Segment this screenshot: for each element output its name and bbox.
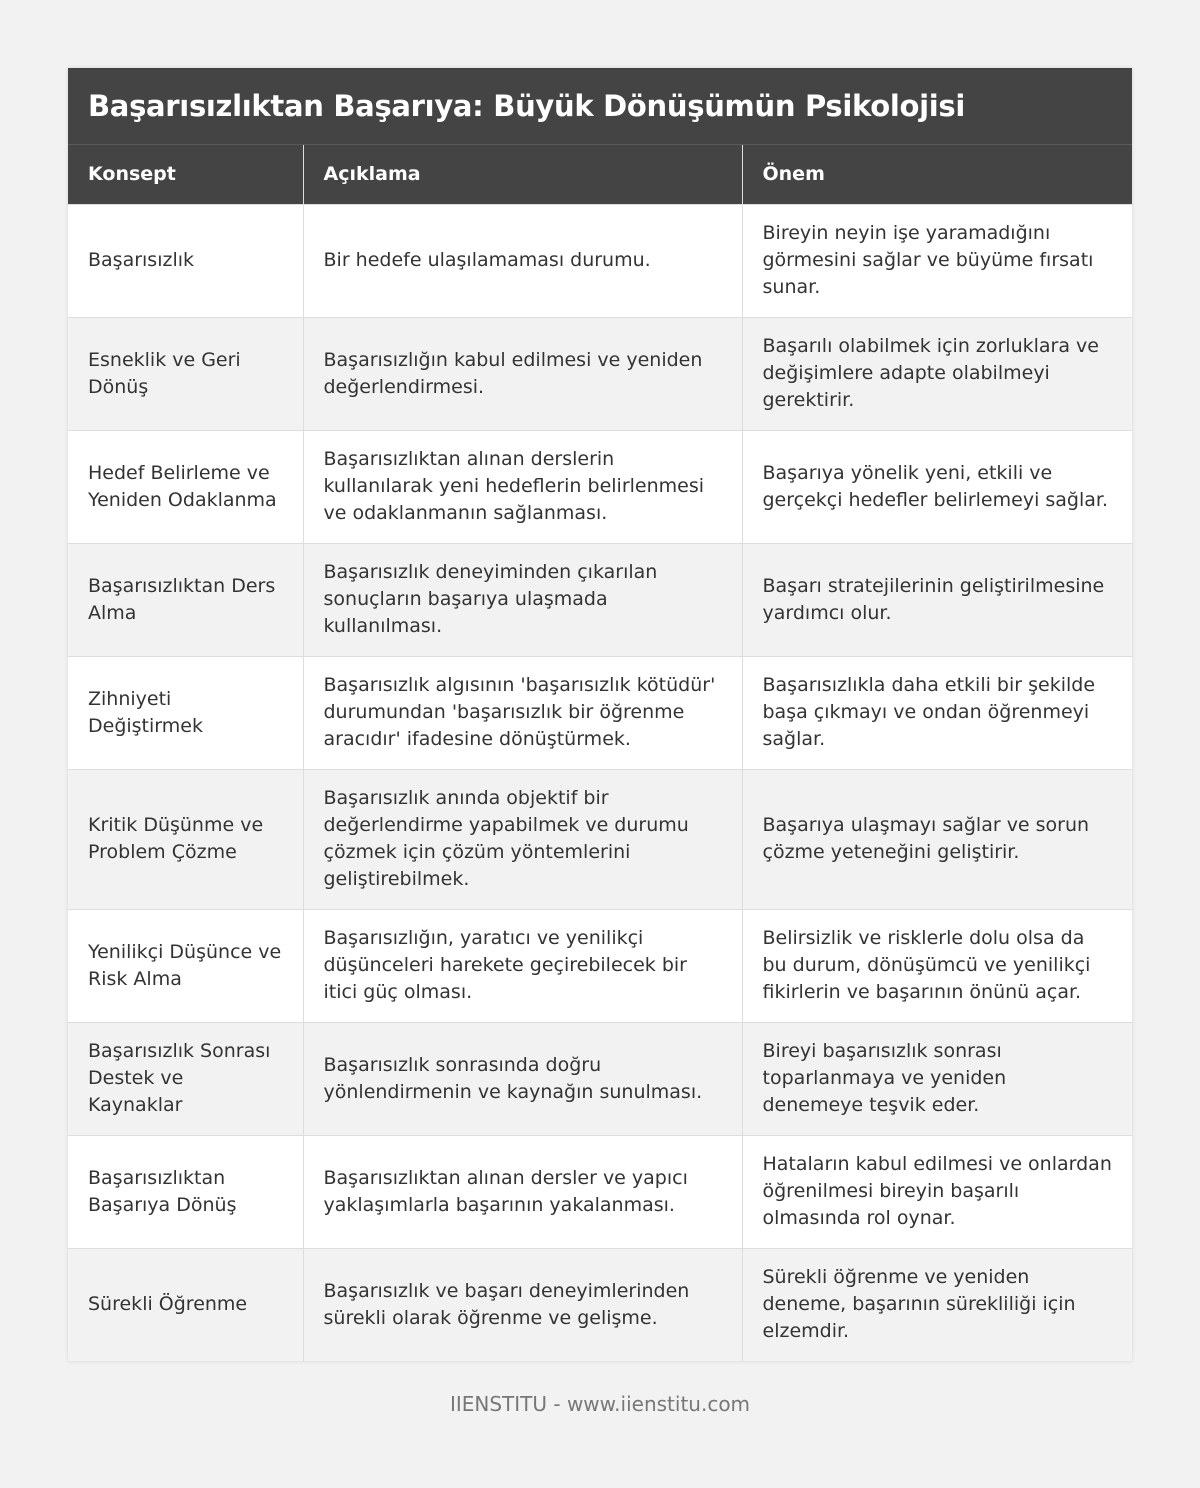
page-title: Başarısızlıktan Başarıya: Büyük Dönüşümün Psikolojisi [88,89,965,123]
cell-konsept: Sürekli Öğrenme [68,1248,303,1361]
cell-onem: Hataların kabul edilmesi ve onlardan öğrenilmesi bireyin başarılı olmasında rol oynar. [742,1135,1132,1248]
cell-onem: Belirsizlik ve risklerle dolu olsa da bu durum, dönüşümcü ve yenilikçi fikirlerin ve başarının önünü açar. [742,909,1132,1022]
cell-onem: Başarıya yönelik yeni, etkili ve gerçekçi hedefler belirlemeyi sağlar. [742,430,1132,543]
cell-konsept: Hedef Belirleme ve Yeniden Odaklanma [68,430,303,543]
concept-table [68,145,1132,1361]
cell-konsept: Başarısızlıktan Ders Alma [68,543,303,656]
table-card [68,68,1132,1361]
cell-konsept: Başarısızlık Sonrası Destek ve Kaynaklar [68,1022,303,1135]
cell-onem: Başarıya ulaşmayı sağlar ve sorun çözme yeteneğini geliştirir. [742,769,1132,909]
cell-konsept: Başarısızlıktan Başarıya Dönüş [68,1135,303,1248]
column-header-konsept: Konsept [68,145,303,204]
footer-credit: IIENSTITU - www.iienstitu.com [449,1392,751,1416]
table-row [68,430,1132,543]
cell-onem: Bireyin neyin işe yaramadığını görmesini sağlar ve büyüme fırsatı sunar. [742,204,1132,317]
cell-onem: Başarısızlıkla daha etkili bir şekilde başa çıkmayı ve ondan öğrenmeyi sağlar. [742,656,1132,769]
cell-aciklama: Başarısızlık ve başarı deneyimlerinden sürekli olarak öğrenme ve gelişme. [303,1248,742,1361]
cell-aciklama: Başarısızlık algısının 'başarısızlık kötüdür' durumundan 'başarısızlık bir öğrenme aracıdır' ifadesine dönüştürmek. [303,656,742,769]
table-row [68,317,1132,430]
table-row [68,909,1132,1022]
column-header-aciklama: Açıklama [303,145,742,204]
cell-konsept: Kritik Düşünme ve Problem Çözme [68,769,303,909]
cell-aciklama: Başarısızlıktan alınan derslerin kullanılarak yeni hedeflerin belirlenmesi ve odaklanmanın sağlanması. [303,430,742,543]
cell-konsept: Zihniyeti Değiştirmek [68,656,303,769]
table-row [68,656,1132,769]
table-row [68,1022,1132,1135]
cell-aciklama: Başarısızlık anında objektif bir değerlendirme yapabilmek ve durumu çözmek için çözüm yöntemlerini geliştirebilmek. [303,769,742,909]
table-row [68,543,1132,656]
cell-aciklama: Bir hedefe ulaşılamaması durumu. [303,204,742,317]
table-row [68,1248,1132,1361]
cell-onem: Başarılı olabilmek için zorluklara ve değişimlere adapte olabilmeyi gerektirir. [742,317,1132,430]
cell-aciklama: Başarısızlık sonrasında doğru yönlendirmenin ve kaynağın sunulması. [303,1022,742,1135]
column-header-onem: Önem [742,145,1132,204]
table-body [68,204,1132,1361]
cell-aciklama: Başarısızlığın, yaratıcı ve yenilikçi düşünceleri harekete geçirebilecek bir itici güç olması. [303,909,742,1022]
cell-aciklama: Başarısızlığın kabul edilmesi ve yeniden değerlendirmesi. [303,317,742,430]
table-header-row [68,145,1132,204]
table-row [68,1135,1132,1248]
table-row [68,769,1132,909]
cell-onem: Başarı stratejilerinin geliştirilmesine yardımcı olur. [742,543,1132,656]
cell-konsept: Esneklik ve Geri Dönüş [68,317,303,430]
cell-aciklama: Başarısızlık deneyiminden çıkarılan sonuçların başarıya ulaşmada kullanılması. [303,543,742,656]
title-bar [68,68,1132,145]
cell-onem: Bireyi başarısızlık sonrası toparlanmaya ve yeniden denemeye teşvik eder. [742,1022,1132,1135]
cell-konsept: Başarısızlık [68,204,303,317]
cell-aciklama: Başarısızlıktan alınan dersler ve yapıcı yaklaşımlarla başarının yakalanması. [303,1135,742,1248]
cell-onem: Sürekli öğrenme ve yeniden deneme, başarının sürekliliği için elzemdir. [742,1248,1132,1361]
cell-konsept: Yenilikçi Düşünce ve Risk Alma [68,909,303,1022]
table-row [68,204,1132,317]
